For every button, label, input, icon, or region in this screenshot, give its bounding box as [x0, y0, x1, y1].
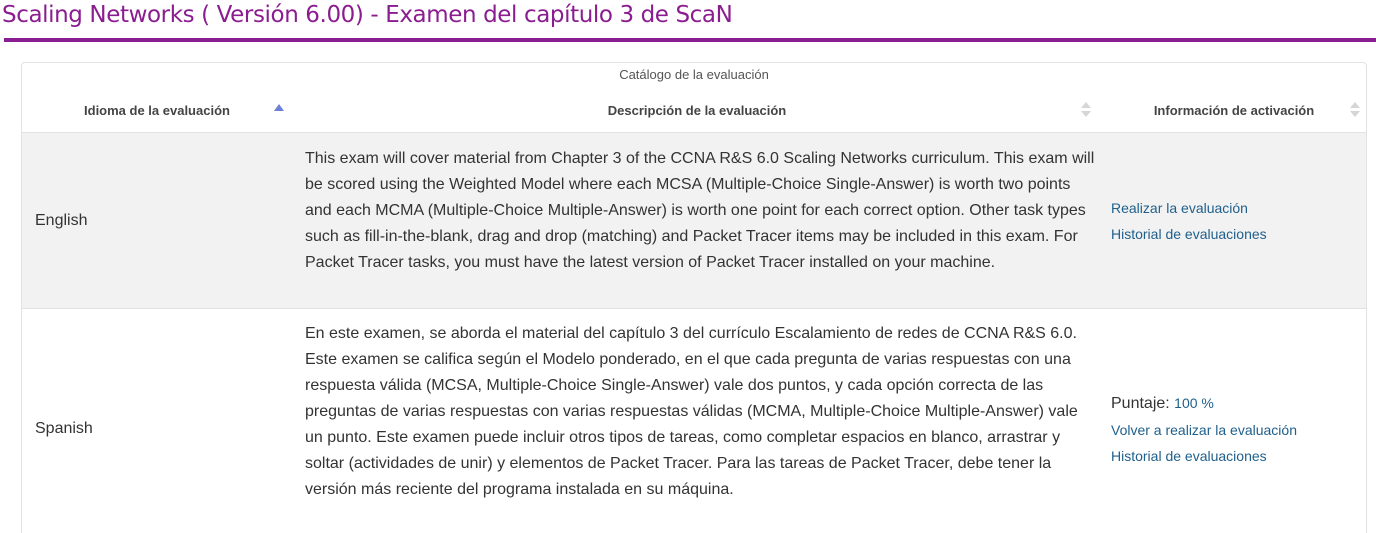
column-header-description-label: Descripción de la evaluación: [607, 102, 787, 118]
column-header-description[interactable]: [292, 88, 1102, 132]
column-header-activation-label: Información de activación: [1153, 102, 1315, 118]
table-row: [22, 309, 1366, 533]
description-cell: This exam will cover material from Chapter 3 of the CCNA R&S 6.0 Scaling Networks curriculum. This exam will be scored using the Weighted Model where each MCSA (Multiple-Choice Single-Answer) is worth two points and each MCMA (Multiple-Choice Multiple-Answer) is worth one point for each correct option. Other task types such as fill-in-the-blank, drag and drop (matching) and Packet Tracer items may be included in this exam. For Packet Tracer tasks, you must have the latest version of Packet Tracer installed on your machine.: [305, 150, 1095, 271]
score-line: [1111, 390, 1361, 417]
sort-both-icon[interactable]: [1081, 101, 1091, 119]
table-caption: Catálogo de la evaluación: [619, 67, 769, 82]
title-divider: [4, 38, 1376, 42]
table-row: [22, 133, 1366, 309]
score-label: Puntaje:: [1111, 394, 1170, 412]
sort-both-icon[interactable]: [1350, 101, 1360, 119]
column-header-language-label: Idioma de la evaluación: [84, 102, 230, 118]
table-header: [22, 88, 1366, 133]
column-header-activation[interactable]: [1102, 88, 1366, 132]
take-assessment-link[interactable]: Realizar la evaluación: [1111, 199, 1248, 216]
language-cell: English: [35, 211, 88, 229]
language-cell: Spanish: [35, 420, 93, 437]
activation-cell: [1111, 133, 1361, 308]
retake-assessment-link[interactable]: Volver a realizar la evaluación: [1111, 421, 1297, 438]
activation-cell: [1111, 309, 1361, 533]
page-title: Scaling Networks ( Versión 6.00) - Examen del capítulo 3 de ScaN: [2, 2, 733, 28]
score-value: 100 %: [1174, 394, 1214, 411]
assessment-catalog-table: [21, 62, 1367, 533]
column-header-language[interactable]: [22, 88, 292, 132]
sort-ascending-icon[interactable]: [274, 101, 284, 119]
assessment-history-link[interactable]: Historial de evaluaciones: [1111, 447, 1267, 464]
assessment-history-link[interactable]: Historial de evaluaciones: [1111, 225, 1267, 242]
description-cell: En este examen, se aborda el material del capítulo 3 del currículo Escalamiento de redes de CCNA R&S 6.0. Este examen se califica según el Modelo ponderado, en el que cada pregunta de varias respuestas con una respuesta válida (MCSA, Multiple-Choice Single-Answer) vale dos puntos, y cada opción correcta de las preguntas de varias respuestas con varias respuestas válidas (MCMA, Multiple-Choice Multiple-Answer) vale un punto. Este examen puede incluir otros tipos de tareas, como completar espacios en blanco, arrastrar y soltar (actividades de unir) y elementos de Packet Tracer. Para las tareas de Packet Tracer, debe tener la versión más reciente del programa instalada en su máquina.: [305, 325, 1078, 498]
